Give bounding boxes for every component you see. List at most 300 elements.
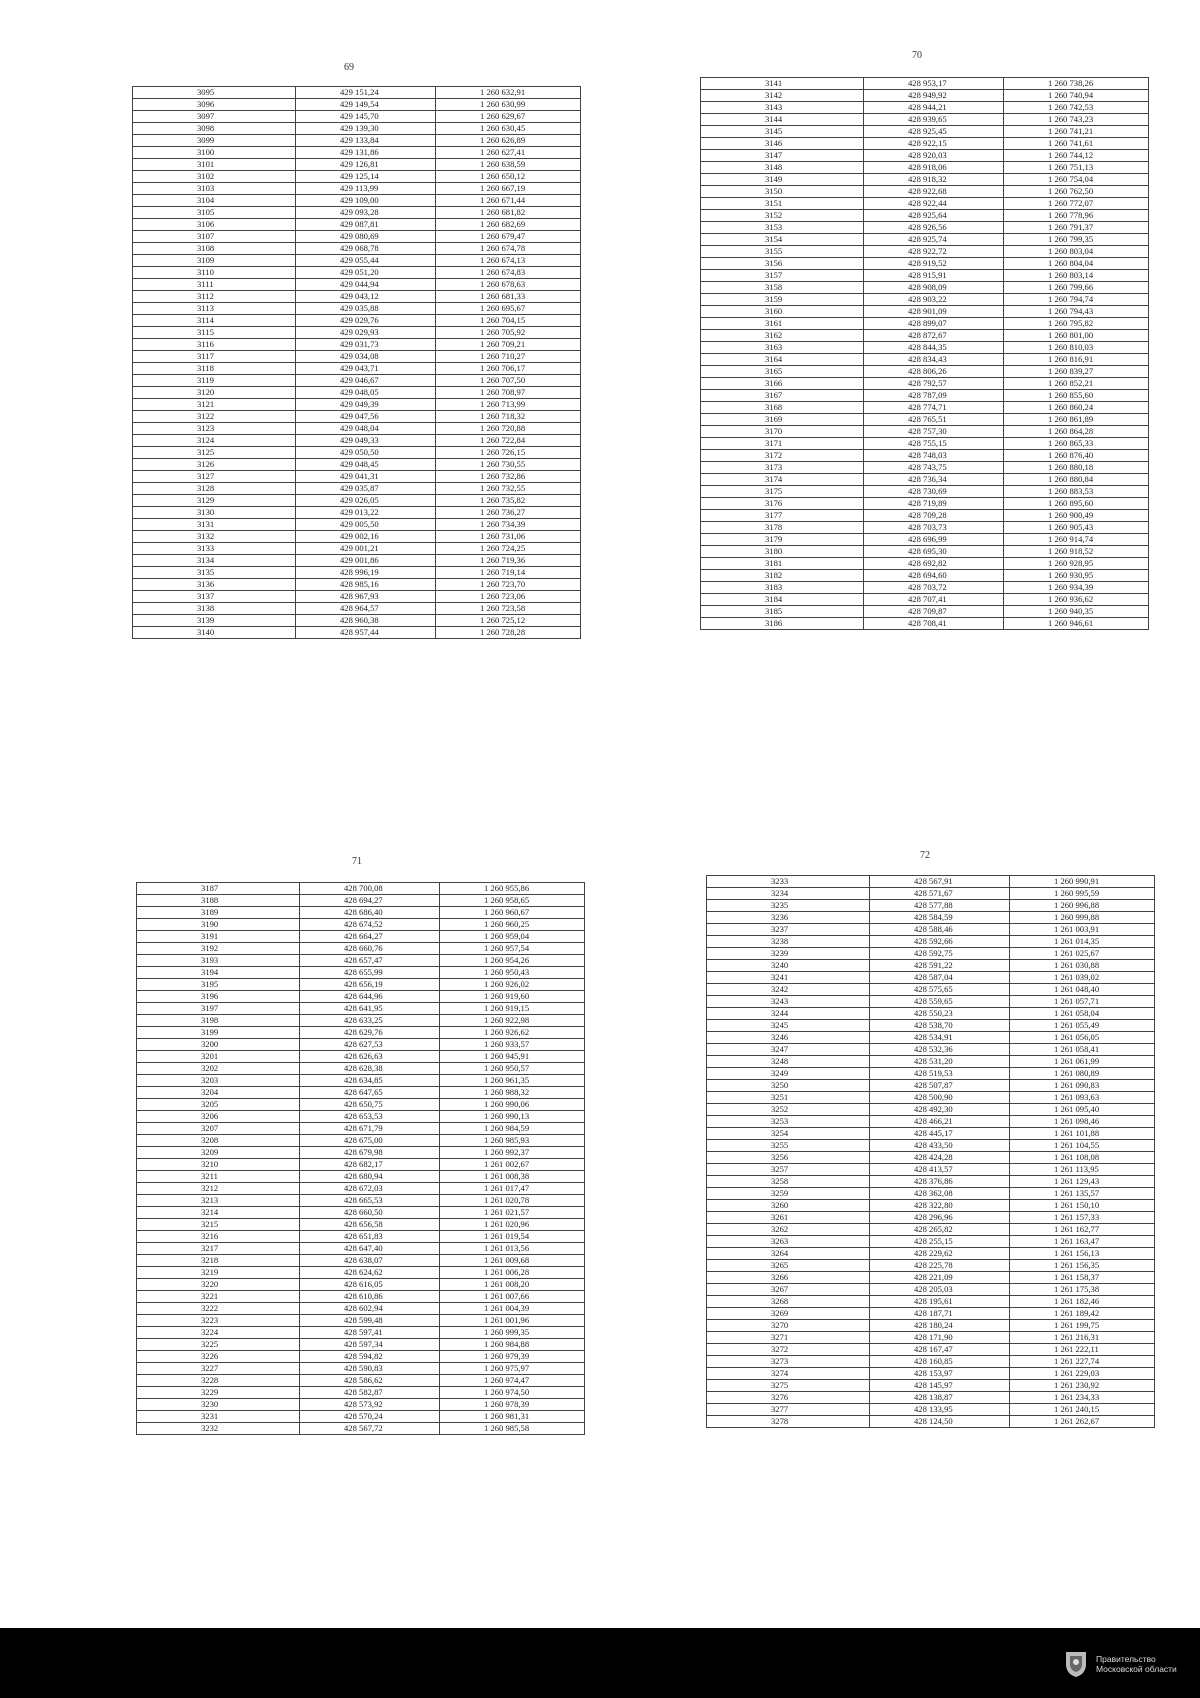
y-coordinate-cell: 1 260 705,92 <box>436 327 581 339</box>
point-number-cell: 3128 <box>133 483 296 495</box>
x-coordinate-cell: 428 180,24 <box>870 1320 1010 1332</box>
y-coordinate-cell: 1 261 227,74 <box>1010 1356 1155 1368</box>
x-coordinate-cell: 428 696,99 <box>864 534 1004 546</box>
y-coordinate-cell: 1 261 104,55 <box>1010 1140 1155 1152</box>
point-number-cell: 3183 <box>701 582 864 594</box>
x-coordinate-cell: 428 915,91 <box>864 270 1004 282</box>
y-coordinate-cell: 1 260 985,58 <box>440 1423 585 1435</box>
y-coordinate-cell: 1 260 674,78 <box>436 243 581 255</box>
point-number-cell: 3099 <box>133 135 296 147</box>
point-number-cell: 3233 <box>707 876 870 888</box>
y-coordinate-cell: 1 260 674,13 <box>436 255 581 267</box>
x-coordinate-cell: 429 093,28 <box>296 207 436 219</box>
x-coordinate-cell: 428 124,50 <box>870 1416 1010 1428</box>
x-coordinate-cell: 428 655,99 <box>300 967 440 979</box>
point-number-cell: 3245 <box>707 1020 870 1032</box>
table-row <box>707 1356 1155 1368</box>
x-coordinate-cell: 428 570,24 <box>300 1411 440 1423</box>
x-coordinate-cell: 429 001,86 <box>296 555 436 567</box>
y-coordinate-cell: 1 260 900,49 <box>1004 510 1149 522</box>
table-row <box>133 159 581 171</box>
y-coordinate-cell: 1 260 710,27 <box>436 351 581 363</box>
y-coordinate-cell: 1 260 738,26 <box>1004 78 1149 90</box>
point-number-cell: 3242 <box>707 984 870 996</box>
point-number-cell: 3167 <box>701 390 864 402</box>
point-number-cell: 3185 <box>701 606 864 618</box>
point-number-cell: 3209 <box>137 1147 300 1159</box>
point-number-cell: 3141 <box>701 78 864 90</box>
y-coordinate-cell: 1 260 638,59 <box>436 159 581 171</box>
table-row <box>707 1032 1155 1044</box>
table-row <box>133 423 581 435</box>
table-row <box>137 1219 585 1231</box>
table-row <box>701 162 1149 174</box>
point-number-cell: 3138 <box>133 603 296 615</box>
table-row <box>701 222 1149 234</box>
table-row <box>701 546 1149 558</box>
table-row <box>701 186 1149 198</box>
y-coordinate-cell: 1 260 918,52 <box>1004 546 1149 558</box>
y-coordinate-cell: 1 260 681,82 <box>436 207 581 219</box>
table-row <box>707 1116 1155 1128</box>
y-coordinate-cell: 1 260 731,06 <box>436 531 581 543</box>
point-number-cell: 3236 <box>707 912 870 924</box>
x-coordinate-cell: 429 048,04 <box>296 423 436 435</box>
table-row <box>137 883 585 895</box>
point-number-cell: 3097 <box>133 111 296 123</box>
table-row <box>137 1399 585 1411</box>
point-number-cell: 3237 <box>707 924 870 936</box>
point-number-cell: 3190 <box>137 919 300 931</box>
point-number-cell: 3178 <box>701 522 864 534</box>
y-coordinate-cell: 1 261 240,15 <box>1010 1404 1155 1416</box>
point-number-cell: 3269 <box>707 1308 870 1320</box>
x-coordinate-cell: 429 048,45 <box>296 459 436 471</box>
x-coordinate-cell: 428 694,60 <box>864 570 1004 582</box>
y-coordinate-cell: 1 260 695,67 <box>436 303 581 315</box>
y-coordinate-cell: 1 260 723,58 <box>436 603 581 615</box>
x-coordinate-cell: 428 160,85 <box>870 1356 1010 1368</box>
x-coordinate-cell: 428 922,68 <box>864 186 1004 198</box>
y-coordinate-cell: 1 260 741,61 <box>1004 138 1149 150</box>
table-row <box>133 447 581 459</box>
point-number-cell: 3116 <box>133 339 296 351</box>
table-row <box>137 1411 585 1423</box>
table-row <box>137 1183 585 1195</box>
point-number-cell: 3263 <box>707 1236 870 1248</box>
page-number: 70 <box>912 50 922 61</box>
coordinates-table <box>136 882 585 1435</box>
point-number-cell: 3246 <box>707 1032 870 1044</box>
table-row <box>137 979 585 991</box>
point-number-cell: 3205 <box>137 1099 300 1111</box>
point-number-cell: 3143 <box>701 102 864 114</box>
table-row <box>137 1051 585 1063</box>
y-coordinate-cell: 1 260 860,24 <box>1004 402 1149 414</box>
point-number-cell: 3267 <box>707 1284 870 1296</box>
x-coordinate-cell: 428 692,82 <box>864 558 1004 570</box>
point-number-cell: 3180 <box>701 546 864 558</box>
point-number-cell: 3201 <box>137 1051 300 1063</box>
x-coordinate-cell: 428 507,87 <box>870 1080 1010 1092</box>
x-coordinate-cell: 428 362,08 <box>870 1188 1010 1200</box>
table-row <box>707 1080 1155 1092</box>
x-coordinate-cell: 428 577,88 <box>870 900 1010 912</box>
table-row <box>701 78 1149 90</box>
x-coordinate-cell: 428 559,65 <box>870 996 1010 1008</box>
y-coordinate-cell: 1 261 008,20 <box>440 1279 585 1291</box>
y-coordinate-cell: 1 260 630,45 <box>436 123 581 135</box>
point-number-cell: 3102 <box>133 171 296 183</box>
point-number-cell: 3277 <box>707 1404 870 1416</box>
x-coordinate-cell: 428 730,69 <box>864 486 1004 498</box>
table-row <box>137 919 585 931</box>
x-coordinate-cell: 429 133,84 <box>296 135 436 147</box>
point-number-cell: 3250 <box>707 1080 870 1092</box>
table-row <box>701 474 1149 486</box>
y-coordinate-cell: 1 260 722,84 <box>436 435 581 447</box>
x-coordinate-cell: 429 001,21 <box>296 543 436 555</box>
table-row <box>137 1375 585 1387</box>
point-number-cell: 3106 <box>133 219 296 231</box>
table-row <box>133 303 581 315</box>
table-row <box>707 1164 1155 1176</box>
y-coordinate-cell: 1 261 135,57 <box>1010 1188 1155 1200</box>
table-row <box>707 1104 1155 1116</box>
point-number-cell: 3145 <box>701 126 864 138</box>
point-number-cell: 3177 <box>701 510 864 522</box>
y-coordinate-cell: 1 261 030,88 <box>1010 960 1155 972</box>
x-coordinate-cell: 428 719,89 <box>864 498 1004 510</box>
x-coordinate-cell: 429 125,14 <box>296 171 436 183</box>
table-row <box>137 1207 585 1219</box>
table-row <box>133 315 581 327</box>
table-row <box>133 507 581 519</box>
point-number-cell: 3262 <box>707 1224 870 1236</box>
point-number-cell: 3227 <box>137 1363 300 1375</box>
y-coordinate-cell: 1 261 020,78 <box>440 1195 585 1207</box>
y-coordinate-cell: 1 261 230,92 <box>1010 1380 1155 1392</box>
x-coordinate-cell: 428 953,17 <box>864 78 1004 90</box>
y-coordinate-cell: 1 260 794,43 <box>1004 306 1149 318</box>
x-coordinate-cell: 428 644,96 <box>300 991 440 1003</box>
x-coordinate-cell: 428 757,30 <box>864 426 1004 438</box>
y-coordinate-cell: 1 261 014,35 <box>1010 936 1155 948</box>
x-coordinate-cell: 428 686,40 <box>300 907 440 919</box>
point-number-cell: 3264 <box>707 1248 870 1260</box>
y-coordinate-cell: 1 260 974,50 <box>440 1387 585 1399</box>
x-coordinate-cell: 428 592,75 <box>870 948 1010 960</box>
table-row <box>133 399 581 411</box>
table-row <box>133 411 581 423</box>
y-coordinate-cell: 1 260 922,98 <box>440 1015 585 1027</box>
point-number-cell: 3278 <box>707 1416 870 1428</box>
x-coordinate-cell: 429 113,99 <box>296 183 436 195</box>
point-number-cell: 3153 <box>701 222 864 234</box>
y-coordinate-cell: 1 260 914,74 <box>1004 534 1149 546</box>
x-coordinate-cell: 428 656,19 <box>300 979 440 991</box>
point-number-cell: 3266 <box>707 1272 870 1284</box>
x-coordinate-cell: 428 665,53 <box>300 1195 440 1207</box>
point-number-cell: 3208 <box>137 1135 300 1147</box>
y-coordinate-cell: 1 260 945,91 <box>440 1051 585 1063</box>
point-number-cell: 3100 <box>133 147 296 159</box>
y-coordinate-cell: 1 260 719,36 <box>436 555 581 567</box>
x-coordinate-cell: 428 700,08 <box>300 883 440 895</box>
point-number-cell: 3259 <box>707 1188 870 1200</box>
point-number-cell: 3166 <box>701 378 864 390</box>
point-number-cell: 3095 <box>133 87 296 99</box>
y-coordinate-cell: 1 260 740,94 <box>1004 90 1149 102</box>
x-coordinate-cell: 428 205,03 <box>870 1284 1010 1296</box>
x-coordinate-cell: 428 567,72 <box>300 1423 440 1435</box>
y-coordinate-cell: 1 260 961,35 <box>440 1075 585 1087</box>
point-number-cell: 3101 <box>133 159 296 171</box>
point-number-cell: 3159 <box>701 294 864 306</box>
table-row <box>701 114 1149 126</box>
table-row <box>133 567 581 579</box>
table-row <box>137 1279 585 1291</box>
x-coordinate-cell: 428 550,23 <box>870 1008 1010 1020</box>
x-coordinate-cell: 428 834,43 <box>864 354 1004 366</box>
point-number-cell: 3129 <box>133 495 296 507</box>
x-coordinate-cell: 428 573,92 <box>300 1399 440 1411</box>
table-row <box>133 207 581 219</box>
x-coordinate-cell: 428 925,64 <box>864 210 1004 222</box>
x-coordinate-cell: 429 005,50 <box>296 519 436 531</box>
point-number-cell: 3235 <box>707 900 870 912</box>
point-number-cell: 3120 <box>133 387 296 399</box>
x-coordinate-cell: 429 149,54 <box>296 99 436 111</box>
x-coordinate-cell: 429 048,05 <box>296 387 436 399</box>
point-number-cell: 3231 <box>137 1411 300 1423</box>
point-number-cell: 3260 <box>707 1200 870 1212</box>
table-row <box>701 354 1149 366</box>
x-coordinate-cell: 428 872,67 <box>864 330 1004 342</box>
y-coordinate-cell: 1 260 629,67 <box>436 111 581 123</box>
y-coordinate-cell: 1 260 736,27 <box>436 507 581 519</box>
table-row <box>133 579 581 591</box>
point-number-cell: 3188 <box>137 895 300 907</box>
point-number-cell: 3119 <box>133 375 296 387</box>
point-number-cell: 3131 <box>133 519 296 531</box>
y-coordinate-cell: 1 260 919,60 <box>440 991 585 1003</box>
table-row <box>707 948 1155 960</box>
y-coordinate-cell: 1 260 895,60 <box>1004 498 1149 510</box>
point-number-cell: 3162 <box>701 330 864 342</box>
table-row <box>133 231 581 243</box>
point-number-cell: 3123 <box>133 423 296 435</box>
x-coordinate-cell: 428 413,57 <box>870 1164 1010 1176</box>
table-row <box>137 1111 585 1123</box>
point-number-cell: 3187 <box>137 883 300 895</box>
x-coordinate-cell: 428 903,22 <box>864 294 1004 306</box>
table-row <box>701 390 1149 402</box>
table-row <box>707 1308 1155 1320</box>
table-row <box>133 543 581 555</box>
coordinates-table <box>132 86 581 639</box>
table-row <box>701 462 1149 474</box>
x-coordinate-cell: 428 575,65 <box>870 984 1010 996</box>
x-coordinate-cell: 428 674,52 <box>300 919 440 931</box>
table-row <box>133 279 581 291</box>
x-coordinate-cell: 428 792,57 <box>864 378 1004 390</box>
y-coordinate-cell: 1 260 726,15 <box>436 447 581 459</box>
x-coordinate-cell: 428 985,16 <box>296 579 436 591</box>
y-coordinate-cell: 1 260 926,02 <box>440 979 585 991</box>
table-row <box>701 102 1149 114</box>
table-row <box>137 1231 585 1243</box>
table-row <box>133 267 581 279</box>
x-coordinate-cell: 429 051,20 <box>296 267 436 279</box>
y-coordinate-cell: 1 261 025,67 <box>1010 948 1155 960</box>
table-row <box>707 972 1155 984</box>
point-number-cell: 3272 <box>707 1344 870 1356</box>
y-coordinate-cell: 1 260 978,39 <box>440 1399 585 1411</box>
table-row <box>137 1135 585 1147</box>
y-coordinate-cell: 1 261 057,71 <box>1010 996 1155 1008</box>
point-number-cell: 3125 <box>133 447 296 459</box>
point-number-cell: 3223 <box>137 1315 300 1327</box>
y-coordinate-cell: 1 261 020,96 <box>440 1219 585 1231</box>
y-coordinate-cell: 1 261 055,49 <box>1010 1020 1155 1032</box>
table-row <box>133 351 581 363</box>
table-row <box>137 955 585 967</box>
y-coordinate-cell: 1 260 984,59 <box>440 1123 585 1135</box>
table-row <box>701 570 1149 582</box>
table-row <box>137 943 585 955</box>
x-coordinate-cell: 428 695,30 <box>864 546 1004 558</box>
table-row <box>701 534 1149 546</box>
x-coordinate-cell: 428 660,76 <box>300 943 440 955</box>
table-row <box>133 495 581 507</box>
x-coordinate-cell: 428 424,28 <box>870 1152 1010 1164</box>
point-number-cell: 3184 <box>701 594 864 606</box>
y-coordinate-cell: 1 260 803,14 <box>1004 270 1149 282</box>
x-coordinate-cell: 428 748,03 <box>864 450 1004 462</box>
table-row <box>707 1404 1155 1416</box>
table-row <box>707 1176 1155 1188</box>
x-coordinate-cell: 428 657,47 <box>300 955 440 967</box>
x-coordinate-cell: 428 774,71 <box>864 402 1004 414</box>
x-coordinate-cell: 428 582,87 <box>300 1387 440 1399</box>
y-coordinate-cell: 1 260 679,47 <box>436 231 581 243</box>
y-coordinate-cell: 1 260 936,62 <box>1004 594 1149 606</box>
x-coordinate-cell: 429 151,24 <box>296 87 436 99</box>
y-coordinate-cell: 1 260 713,99 <box>436 399 581 411</box>
point-number-cell: 3234 <box>707 888 870 900</box>
y-coordinate-cell: 1 260 905,43 <box>1004 522 1149 534</box>
x-coordinate-cell: 428 638,07 <box>300 1255 440 1267</box>
point-number-cell: 3170 <box>701 426 864 438</box>
table-row <box>133 243 581 255</box>
table-row <box>137 1303 585 1315</box>
point-number-cell: 3198 <box>137 1015 300 1027</box>
table-row <box>707 876 1155 888</box>
y-coordinate-cell: 1 261 113,95 <box>1010 1164 1155 1176</box>
table-row <box>137 1147 585 1159</box>
y-coordinate-cell: 1 260 852,21 <box>1004 378 1149 390</box>
x-coordinate-cell: 428 567,91 <box>870 876 1010 888</box>
y-coordinate-cell: 1 261 003,91 <box>1010 924 1155 936</box>
table-row <box>707 1332 1155 1344</box>
point-number-cell: 3114 <box>133 315 296 327</box>
point-number-cell: 3200 <box>137 1039 300 1051</box>
footer-text <box>1096 1654 1177 1674</box>
x-coordinate-cell: 428 610,86 <box>300 1291 440 1303</box>
table-row <box>701 486 1149 498</box>
y-coordinate-cell: 1 261 004,39 <box>440 1303 585 1315</box>
y-coordinate-cell: 1 260 974,47 <box>440 1375 585 1387</box>
table-row <box>137 1339 585 1351</box>
x-coordinate-cell: 429 047,56 <box>296 411 436 423</box>
x-coordinate-cell: 428 571,67 <box>870 888 1010 900</box>
table-row <box>701 606 1149 618</box>
y-coordinate-cell: 1 260 979,39 <box>440 1351 585 1363</box>
table-row <box>133 87 581 99</box>
table-row <box>137 1363 585 1375</box>
y-coordinate-cell: 1 260 992,37 <box>440 1147 585 1159</box>
point-number-cell: 3176 <box>701 498 864 510</box>
y-coordinate-cell: 1 260 742,53 <box>1004 102 1149 114</box>
y-coordinate-cell: 1 260 930,95 <box>1004 570 1149 582</box>
y-coordinate-cell: 1 260 919,15 <box>440 1003 585 1015</box>
x-coordinate-cell: 429 043,71 <box>296 363 436 375</box>
y-coordinate-cell: 1 261 216,31 <box>1010 1332 1155 1344</box>
point-number-cell: 3238 <box>707 936 870 948</box>
y-coordinate-cell: 1 260 801,00 <box>1004 330 1149 342</box>
point-number-cell: 3202 <box>137 1063 300 1075</box>
x-coordinate-cell: 428 445,17 <box>870 1128 1010 1140</box>
y-coordinate-cell: 1 260 864,28 <box>1004 426 1149 438</box>
x-coordinate-cell: 429 034,08 <box>296 351 436 363</box>
point-number-cell: 3248 <box>707 1056 870 1068</box>
point-number-cell: 3105 <box>133 207 296 219</box>
x-coordinate-cell: 428 918,06 <box>864 162 1004 174</box>
table-row <box>701 330 1149 342</box>
footer-line-2: Московской области <box>1096 1664 1177 1674</box>
table-row <box>133 375 581 387</box>
x-coordinate-cell: 428 682,17 <box>300 1159 440 1171</box>
y-coordinate-cell: 1 260 876,40 <box>1004 450 1149 462</box>
y-coordinate-cell: 1 261 001,96 <box>440 1315 585 1327</box>
x-coordinate-cell: 428 919,52 <box>864 258 1004 270</box>
y-coordinate-cell: 1 260 723,06 <box>436 591 581 603</box>
x-coordinate-cell: 428 588,46 <box>870 924 1010 936</box>
table-row <box>133 291 581 303</box>
x-coordinate-cell: 428 679,98 <box>300 1147 440 1159</box>
x-coordinate-cell: 428 922,72 <box>864 246 1004 258</box>
y-coordinate-cell: 1 261 058,04 <box>1010 1008 1155 1020</box>
y-coordinate-cell: 1 260 957,54 <box>440 943 585 955</box>
point-number-cell: 3189 <box>137 907 300 919</box>
point-number-cell: 3146 <box>701 138 864 150</box>
y-coordinate-cell: 1 260 723,70 <box>436 579 581 591</box>
x-coordinate-cell: 428 628,38 <box>300 1063 440 1075</box>
page-number: 69 <box>344 62 354 73</box>
point-number-cell: 3155 <box>701 246 864 258</box>
y-coordinate-cell: 1 260 678,63 <box>436 279 581 291</box>
x-coordinate-cell: 428 653,53 <box>300 1111 440 1123</box>
table-row <box>133 339 581 351</box>
x-coordinate-cell: 428 709,87 <box>864 606 1004 618</box>
footer-line-1: Правительство <box>1096 1654 1156 1664</box>
point-number-cell: 3218 <box>137 1255 300 1267</box>
y-coordinate-cell: 1 261 158,37 <box>1010 1272 1155 1284</box>
y-coordinate-cell: 1 261 234,33 <box>1010 1392 1155 1404</box>
point-number-cell: 3151 <box>701 198 864 210</box>
table-row <box>701 150 1149 162</box>
